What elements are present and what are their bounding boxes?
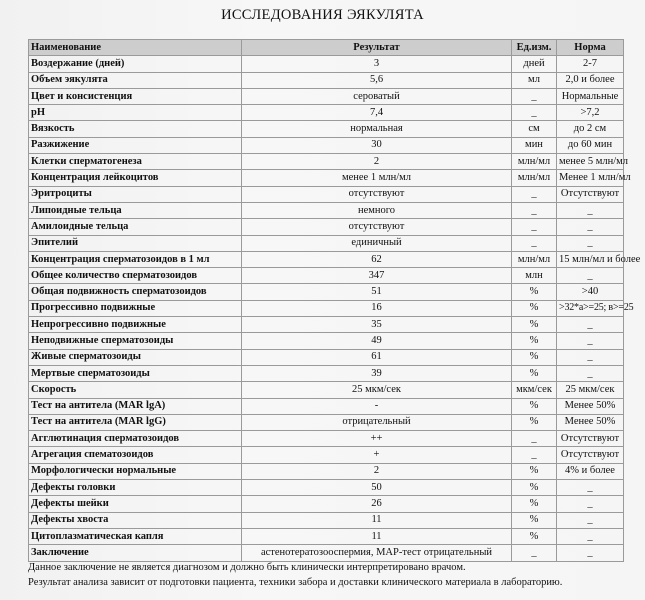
table-row [29, 333, 624, 349]
row-norm: _ [557, 219, 624, 235]
row-name: Эритроциты [29, 186, 242, 202]
row-name: Мертвые сперматозоиды [29, 365, 242, 381]
row-name: Прогрессивно подвижные [29, 300, 242, 316]
table-row [29, 349, 624, 365]
table-row [29, 235, 624, 251]
row-unit: % [512, 463, 557, 479]
row-norm: _ [557, 365, 624, 381]
table-row [29, 121, 624, 137]
row-result: 50 [242, 480, 512, 496]
row-norm: Менее 50% [557, 398, 624, 414]
row-unit: _ [512, 88, 557, 104]
row-norm: _ [557, 317, 624, 333]
table-row [29, 219, 624, 235]
row-name: Вязкость [29, 121, 242, 137]
header-norm: Норма [557, 40, 624, 56]
row-norm: >7,2 [557, 105, 624, 121]
row-unit: % [512, 414, 557, 430]
row-result: отсутствуют [242, 219, 512, 235]
row-result: 30 [242, 137, 512, 153]
row-name: Дефекты хвоста [29, 512, 242, 528]
row-unit: % [512, 512, 557, 528]
row-unit: см [512, 121, 557, 137]
row-unit: мин [512, 137, 557, 153]
row-name: Агглютинация сперматозоидов [29, 431, 242, 447]
row-unit: _ [512, 545, 557, 561]
row-name: Цитоплазматическая капля [29, 528, 242, 544]
row-unit: _ [512, 431, 557, 447]
row-name: Цвет и консистенция [29, 88, 242, 104]
row-name: Амилоидные тельца [29, 219, 242, 235]
row-name: Воздержание (дней) [29, 56, 242, 72]
row-norm: _ [557, 480, 624, 496]
row-name: Живые сперматозоиды [29, 349, 242, 365]
table-row [29, 300, 624, 316]
row-norm: _ [557, 545, 624, 561]
header-unit: Ед.изм. [512, 40, 557, 56]
row-result: нормальная [242, 121, 512, 137]
row-result: 25 мкм/сек [242, 382, 512, 398]
row-norm: _ [557, 235, 624, 251]
row-norm: Нормальные [557, 88, 624, 104]
row-norm: Менее 50% [557, 414, 624, 430]
row-norm: 4% и более [557, 463, 624, 479]
row-result: единичный [242, 235, 512, 251]
row-name: pH [29, 105, 242, 121]
row-name: Концентрация сперматозоидов в 1 мл [29, 251, 242, 267]
row-name: Разжижение [29, 137, 242, 153]
row-norm: 25 мкм/сек [557, 382, 624, 398]
row-result: 7,4 [242, 105, 512, 121]
row-name: Общая подвижность сперматозоидов [29, 284, 242, 300]
row-result: 49 [242, 333, 512, 349]
row-name: Неподвижные сперматозоиды [29, 333, 242, 349]
row-unit: % [512, 398, 557, 414]
row-result: сероватый [242, 88, 512, 104]
row-norm: 2,0 и более [557, 72, 624, 88]
row-result: отрицательный [242, 414, 512, 430]
row-result: 3 [242, 56, 512, 72]
row-unit: % [512, 317, 557, 333]
row-name: Объем эякулята [29, 72, 242, 88]
row-result: немного [242, 202, 512, 218]
table-row [29, 463, 624, 479]
row-norm: _ [557, 268, 624, 284]
row-norm: _ [557, 202, 624, 218]
row-norm: Менее 1 млн/мл [557, 170, 624, 186]
table-body [29, 56, 641, 561]
table-row [29, 480, 624, 496]
table-row [29, 545, 624, 561]
row-name: Липоидные тельца [29, 202, 242, 218]
row-norm: >32*а>=25; в>=25 [557, 300, 624, 316]
table-row [29, 447, 624, 463]
row-norm: менее 5 млн/мл [557, 154, 624, 170]
row-norm: 15 млн/мл и более [557, 251, 624, 267]
table-row [29, 251, 624, 267]
row-result: - [242, 398, 512, 414]
row-norm: до 60 мин [557, 137, 624, 153]
table-row [29, 154, 624, 170]
table-row [29, 56, 624, 72]
row-norm: _ [557, 496, 624, 512]
row-name: Морфологически нормальные [29, 463, 242, 479]
row-result: отсутствуют [242, 186, 512, 202]
row-result: 51 [242, 284, 512, 300]
row-name: Дефекты головки [29, 480, 242, 496]
row-result: 61 [242, 349, 512, 365]
row-norm: Отсутствуют [557, 431, 624, 447]
table-row [29, 382, 624, 398]
table-row [29, 398, 624, 414]
table-row [29, 88, 624, 104]
row-unit: _ [512, 202, 557, 218]
preparation-note: Результат анализа зависит от подготовки пациента, техники забора и доставки клинического материала в лабораторию. [28, 577, 563, 588]
disclaimer-note: Данное заключение не является диагнозом и должно быть клинически интерпретировано врачом. [28, 562, 466, 573]
row-unit: % [512, 528, 557, 544]
row-name: Скорость [29, 382, 242, 398]
row-unit: млн/мл [512, 154, 557, 170]
row-norm: _ [557, 512, 624, 528]
row-unit: % [512, 349, 557, 365]
table-row [29, 105, 624, 121]
row-norm: до 2 см [557, 121, 624, 137]
table-row [29, 72, 624, 88]
row-name: Концентрация лейкоцитов [29, 170, 242, 186]
table-header-row [29, 40, 624, 56]
table-row [29, 365, 624, 381]
table-row [29, 268, 624, 284]
table-row [29, 137, 624, 153]
row-result: 35 [242, 317, 512, 333]
row-name: Клетки сперматогенеза [29, 154, 242, 170]
table-row [29, 496, 624, 512]
row-result: астенотератозооспермия, MAP-тест отрицательный [242, 545, 512, 561]
row-name: Агрегация спематозоидов [29, 447, 242, 463]
row-result: 11 [242, 528, 512, 544]
row-name: Тест на антитела (MAR lgA) [29, 398, 242, 414]
row-unit: мл [512, 72, 557, 88]
table-row [29, 284, 624, 300]
report-title: ИССЛЕДОВАНИЯ ЭЯКУЛЯТА [221, 7, 424, 23]
table-row [29, 414, 624, 430]
row-name: Заключение [29, 545, 242, 561]
table-row [29, 186, 624, 202]
row-norm: _ [557, 528, 624, 544]
row-unit: _ [512, 219, 557, 235]
row-unit: мкм/сек [512, 382, 557, 398]
row-norm: Отсутствуют [557, 447, 624, 463]
row-unit: млн/мл [512, 251, 557, 267]
table-row [29, 317, 624, 333]
table-row [29, 170, 624, 186]
row-result: 2 [242, 463, 512, 479]
row-result: + [242, 447, 512, 463]
header-name: Наименование [29, 40, 242, 56]
row-result: 16 [242, 300, 512, 316]
row-unit: _ [512, 447, 557, 463]
row-result: ++ [242, 431, 512, 447]
row-result: 26 [242, 496, 512, 512]
table-row [29, 512, 624, 528]
row-norm: Отсутствуют [557, 186, 624, 202]
row-result: 62 [242, 251, 512, 267]
row-unit: млн [512, 268, 557, 284]
row-result: 11 [242, 512, 512, 528]
table-row [29, 202, 624, 218]
row-unit: _ [512, 235, 557, 251]
row-name: Дефекты шейки [29, 496, 242, 512]
row-norm: 2-7 [557, 56, 624, 72]
row-unit: _ [512, 186, 557, 202]
row-result: 347 [242, 268, 512, 284]
row-unit: % [512, 300, 557, 316]
row-unit: % [512, 480, 557, 496]
row-name: Тест на антитела (MAR lgG) [29, 414, 242, 430]
row-unit: млн/мл [512, 170, 557, 186]
table-row [29, 431, 624, 447]
row-name: Непрогрессивно подвижные [29, 317, 242, 333]
row-result: 2 [242, 154, 512, 170]
row-unit: % [512, 365, 557, 381]
row-name: Эпителий [29, 235, 242, 251]
row-result: 5,6 [242, 72, 512, 88]
row-unit: _ [512, 105, 557, 121]
row-unit: дней [512, 56, 557, 72]
row-result: менее 1 млн/мл [242, 170, 512, 186]
row-norm: >40 [557, 284, 624, 300]
row-norm: _ [557, 333, 624, 349]
results-table [28, 39, 641, 562]
table-row [29, 528, 624, 544]
row-result: 39 [242, 365, 512, 381]
row-unit: % [512, 333, 557, 349]
row-name: Общее количество сперматозоидов [29, 268, 242, 284]
row-unit: % [512, 496, 557, 512]
header-result: Результат [242, 40, 512, 56]
row-unit: % [512, 284, 557, 300]
row-norm: _ [557, 349, 624, 365]
